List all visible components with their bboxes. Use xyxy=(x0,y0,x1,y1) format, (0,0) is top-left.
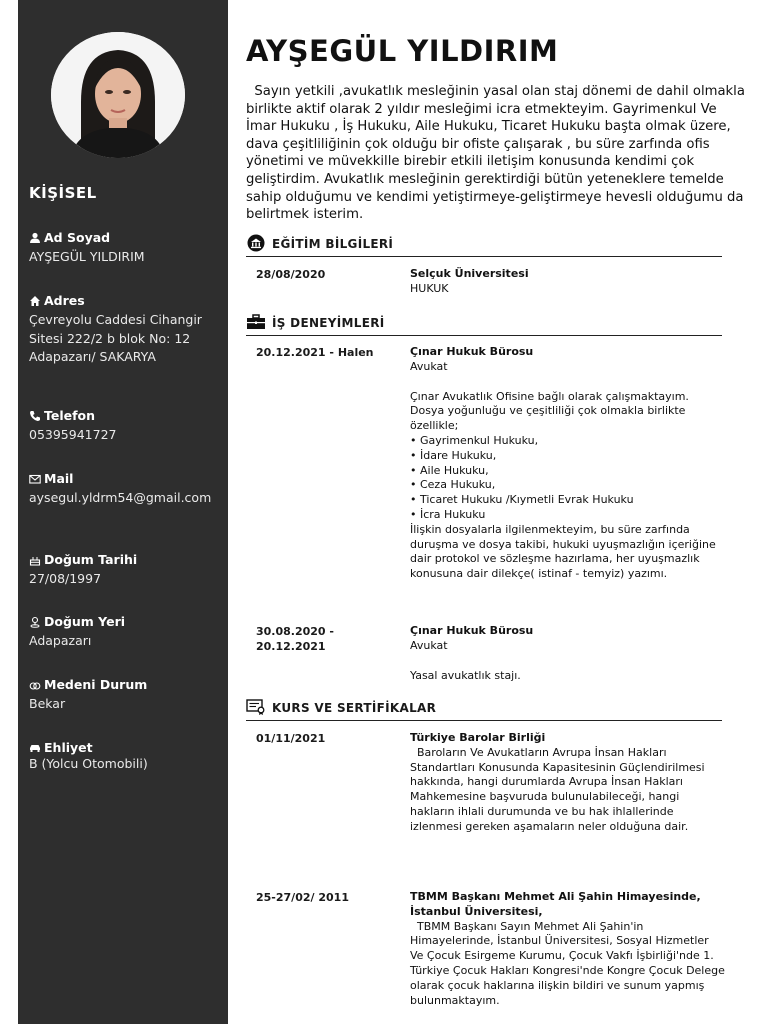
experience-description: Yasal avukatlık stajı. xyxy=(410,668,521,682)
course-date: 25-27/02/ 2011 xyxy=(256,891,349,904)
briefcase-icon xyxy=(246,313,266,331)
location-icon xyxy=(29,616,41,628)
institution-icon xyxy=(246,234,266,252)
cake-icon xyxy=(29,554,41,566)
personal-label: Telefon xyxy=(44,408,96,423)
personal-value: Adapazarı xyxy=(29,633,92,648)
experience-description: Çınar Avukatlık Ofisine bağlı olarak çalışmaktayım. Dosya yoğunluğu ve çeşitliliği çok olmakla birlikte özellikle; • Gayrimenkul Hukuku, • İdare Hukuku, • Aile Hukuku, • Ceza Hukuku, • Ticaret Hukuku /Kıymetli Evrak Hukuku • İcra Hukuku İlişkin dosyalarla ilgilenmekteyim, bu süre zarfında duruşma ve dosya takibi, hukuki uyuşmazlığın içeriğine dair protokol ve sözleşme hazırlama, her uyuşmazlık konusuna dair dilekçe( istinaf - temyiz) yazımı. xyxy=(410,389,716,581)
mail-icon xyxy=(29,473,41,485)
courses-section-header xyxy=(246,698,722,721)
personal-item-address xyxy=(29,293,224,367)
personal-item-phone xyxy=(29,408,224,445)
experience-section-header xyxy=(246,313,722,336)
personal-item-license xyxy=(29,740,224,774)
course-organizer: Türkiye Barolar Birliği xyxy=(410,731,546,744)
certificate-icon xyxy=(246,698,266,716)
education-date: 28/08/2020 xyxy=(256,268,326,281)
courses-title: KURS VE SERTİFİKALAR xyxy=(272,701,437,715)
phone-icon xyxy=(29,410,41,422)
personal-value: 27/08/1997 xyxy=(29,571,102,586)
personal-section-title: KİŞİSEL xyxy=(29,184,97,202)
experience-role: Avukat xyxy=(410,359,448,373)
summary-text: Sayın yetkili ,avukatlık mesleğinin yasal olan staj dönemi de dahil olmakla birlikte aktif olarak 2 yıldır mesleğimi icra etmekteyim. Gayrimenkul Ve İmar Hukuku , İş Hukuku, Aile Hukuku, Ticaret Hukuku başta olmak üzere, dava çeşitliliğinin çok olduğu bir ofiste çalışarak , bu süre zarfında ofis yönetimi ve müvekkille birebir etkili iletişim konusunda kendimi çok geliştirdim. Avukatlık mesleğinin gerektirdiği bütün yeteneklere temelde sahip olduğumu ve kendimi yetiştirmeye-geliştirmeye hevesli olduğumu da belirtmek isterim. xyxy=(246,84,750,223)
personal-value: Bekar xyxy=(29,696,66,711)
personal-value: B (Yolcu Otomobili) xyxy=(29,756,148,771)
personal-item-mail xyxy=(29,471,224,508)
personal-label: Doğum Tarihi xyxy=(44,552,138,567)
personal-label: Medeni Durum xyxy=(44,677,148,692)
rings-icon xyxy=(29,679,41,691)
experience-role: Avukat xyxy=(410,638,448,652)
education-school: Selçuk Üniversitesi xyxy=(410,267,529,280)
personal-value: AYŞEGÜL YILDIRIM xyxy=(29,249,145,264)
course-description: Baroların Ve Avukatların Avrupa İnsan Hakları Standartları Konusunda Kapasitesinin Güçlendirilmesi hakkında, hangi durumlarda Avrupa İnsan Hakları Mahkemesine başvuruda bulunulabileceği, hangi hakların ihlali durumunda ve bu hak ihlallerinde izlenmesi gereken aşamaların neler olduğuna dair. xyxy=(410,745,709,833)
personal-label: Adres xyxy=(44,293,85,308)
home-icon xyxy=(29,295,41,307)
personal-label: Doğum Yeri xyxy=(44,614,126,629)
experience-title: İŞ DENEYİMLERİ xyxy=(272,316,385,330)
course-organizer: TBMM Başkanı Mehmet Ali Şahin Himayesinde, İstanbul Üniversitesi, xyxy=(410,890,701,918)
experience-entry xyxy=(410,624,725,683)
personal-item-birthdate xyxy=(29,552,224,589)
personal-value: 05395941727 xyxy=(29,427,117,442)
experience-date: 30.08.2020 - 20.12.2021 xyxy=(256,625,334,653)
personal-item-name xyxy=(29,230,224,267)
personal-label: Ad Soyad xyxy=(44,230,111,245)
personal-value: aysegul.yldrm54@gmail.com xyxy=(29,490,212,505)
education-entry xyxy=(410,267,725,297)
experience-company: Çınar Hukuk Bürosu xyxy=(410,624,534,637)
profile-photo xyxy=(51,32,185,158)
experience-entry xyxy=(410,345,725,582)
candidate-name: AYŞEGÜL YILDIRIM xyxy=(246,34,559,68)
car-icon xyxy=(29,742,41,754)
experience-date: 20.12.2021 - Halen xyxy=(256,346,374,359)
course-date: 01/11/2021 xyxy=(256,732,326,745)
education-section-header xyxy=(246,234,722,257)
education-title: EĞİTİM BİLGİLERİ xyxy=(272,237,394,251)
sidebar xyxy=(18,0,228,1024)
personal-label: Mail xyxy=(44,471,74,486)
user-icon xyxy=(29,232,41,244)
education-department: HUKUK xyxy=(410,281,449,295)
personal-item-birthplace xyxy=(29,614,224,651)
course-entry xyxy=(410,731,725,835)
personal-item-marital xyxy=(29,677,224,714)
course-entry xyxy=(410,890,729,1008)
course-description: TBMM Başkanı Sayın Mehmet Ali Şahin'in Himayelerinde, İstanbul Üniversitesi, Sosyal Hizmetler Ve Çocuk Esirgeme Kurumu, Çocuk Vakfı İşbirliği'nde 1. Türkiye Çocuk Hakları Kongresi'nde Kongre Çocuk Delege olarak çocuk haklarına ilişkin bildiri ve sunum yapmış bulunmaktayım. xyxy=(410,919,729,1007)
experience-company: Çınar Hukuk Bürosu xyxy=(410,345,534,358)
personal-value: Çevreyolu Caddesi Cihangir Sitesi 222/2 b blok No: 12 Adapazarı/ SAKARYA xyxy=(29,312,202,364)
personal-label: Ehliyet xyxy=(44,740,93,755)
